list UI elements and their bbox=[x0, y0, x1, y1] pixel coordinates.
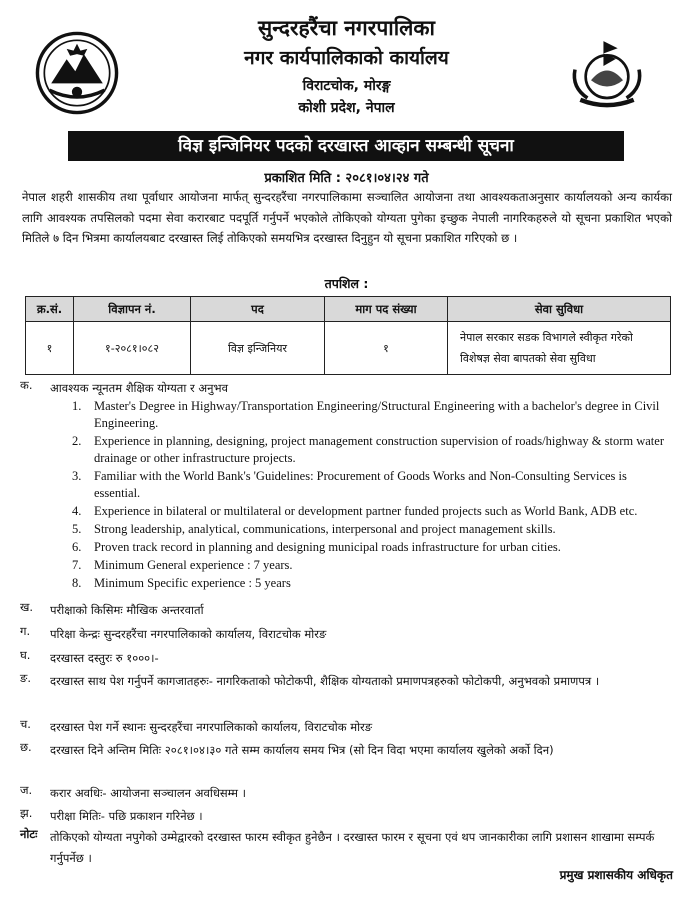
qualification-list bbox=[72, 398, 672, 593]
col-required-count: माग पद संख्या bbox=[325, 297, 448, 322]
table-header-row bbox=[26, 297, 671, 322]
cell-advertisement-no: १-२०८१।०८२ bbox=[74, 322, 191, 375]
item-marker: घ. bbox=[20, 648, 31, 662]
col-facility: सेवा सुविधा bbox=[448, 297, 671, 322]
vacancy-table bbox=[25, 296, 671, 375]
item-text: आवश्यक न्यूनतम शैक्षिक योग्यता र अनुभव bbox=[50, 381, 228, 395]
item-marker: ख. bbox=[20, 600, 34, 614]
item-text: Minimum Specific experience : 5 years bbox=[94, 576, 291, 590]
note-text: तोकिएको योग्यता नपुगेको उम्मेद्वारको दरखास्त फारम स्वीकृत हुनेछैन । दरखास्त फारम र सूचना एवं थप जानकारीका लागि प्रशासन शाखामा सम्पर्क गर्नुपर्नेछ । bbox=[50, 830, 655, 865]
schedule-heading: तपशिल : bbox=[324, 276, 369, 291]
intro-paragraph: नेपाल शहरी शासकीय तथा पूर्वाधार आयोजना मार्फत् सुन्दरहरैंचा नगरपालिकामा सञ्चालित आयोजना तथा आवश्यकताअनुसार कार्यालयको अन्य कार्यका लागि आवश्यक तपसिलको पदमा सेवा करारबाट पदपूर्ति गर्नुपर्ने भएकोले तोकिएको योग्यता पुगेका इच्छुक नेपाली नागरिकहरुले यो सूचना प्रकाशित भएको मितिले ७ दिन भित्रमा कार्यालयबाट दरखास्त लिई तोकिएको समयभित्र दरखास्त दिनुहुन यो सूचना प्रकाशित गरिएको छ । bbox=[22, 190, 672, 245]
item-number: 4. bbox=[72, 504, 82, 518]
list-item bbox=[72, 557, 672, 574]
item-text: Experience in planning, designing, project management construction supervision of roads/highway & storm water drainage or other infrastructure projects. bbox=[94, 434, 664, 465]
office-address: विराटचोक, मोरङ्ग bbox=[302, 78, 391, 94]
item-number: 5. bbox=[72, 522, 82, 536]
list-item bbox=[72, 539, 672, 556]
cell-serial: १ bbox=[26, 322, 74, 375]
item-text: परिक्षा केन्द्रः सुन्दरहरैंचा नगरपालिकाको कार्यालय, विराटचोक मोरङ bbox=[50, 627, 327, 641]
item-number: 2. bbox=[72, 434, 82, 448]
col-post: पद bbox=[191, 297, 325, 322]
col-advertisement-no: विज्ञापन नं. bbox=[74, 297, 191, 322]
item-marker: क. bbox=[20, 378, 33, 392]
item-marker: ज. bbox=[20, 783, 33, 797]
list-item bbox=[72, 468, 672, 502]
item-number: 7. bbox=[72, 558, 82, 572]
table-row bbox=[26, 322, 671, 375]
list-item bbox=[72, 398, 672, 432]
item-text: Strong leadership, analytical, communications, interpersonal and project management skills. bbox=[94, 522, 556, 536]
item-marker: ग. bbox=[20, 624, 31, 638]
municipality-logo-icon bbox=[562, 34, 652, 114]
item-text: Minimum General experience : 7 years. bbox=[94, 558, 293, 572]
col-serial: क्र.सं. bbox=[26, 297, 74, 322]
item-text: दरखास्त दिने अन्तिम मितिः २०८१।०४।३० गते सम्म कार्यालय समय भित्र (सो दिन विदा भएमा कार्यालय खुलेको अर्को दिन) bbox=[50, 743, 554, 757]
item-marker: छ. bbox=[20, 740, 32, 754]
item-number: 6. bbox=[72, 540, 82, 554]
item-text: दरखास्त साथ पेश गर्नुपर्ने कागजातहरुः- नागरिकताको फोटोकपी, शैक्षिक योग्यताको प्रमाणपत्रहरुको फोटोकपी, अनुभवको प्रमाणपत्र । bbox=[50, 674, 600, 688]
published-date: प्रकाशित मिति : २०८१।०४।२४ गते bbox=[264, 171, 429, 186]
signature-title: प्रमुख प्रशासकीय अधिकृत bbox=[559, 868, 673, 882]
province-country: कोशी प्रदेश, नेपाल bbox=[298, 100, 395, 116]
letterhead bbox=[0, 14, 693, 124]
item-text: परीक्षा मितिः- पछि प्रकाशन गरिनेछ । bbox=[50, 809, 203, 823]
notice-title: विज्ञ इन्जिनियर पदको दरखास्त आव्हान सम्बन्धी सूचना bbox=[68, 131, 624, 161]
item-text: करार अवधिः- आयोजना सञ्चालन अवधिसम्म । bbox=[50, 786, 247, 800]
item-text: परीक्षाको किसिमः मौखिक अन्तरवार्ता bbox=[50, 603, 204, 617]
cell-post: विज्ञ इन्जिनियर bbox=[191, 322, 325, 375]
item-text: Master's Degree in Highway/Transportation Engineering/Structural Engineering with a bachelor's degree in Civil Engineering. bbox=[94, 399, 660, 430]
item-number: 1. bbox=[72, 399, 82, 413]
item-text: दरखास्त दस्तुरः रु १०००।- bbox=[50, 651, 159, 665]
note-marker: नोटः bbox=[20, 827, 38, 841]
item-text: दरखास्त पेश गर्ने स्थानः सुन्दरहरैंचा नगरपालिकाको कार्यालय, विराटचोक मोरङ bbox=[50, 720, 373, 734]
list-item bbox=[72, 433, 672, 467]
list-item bbox=[72, 521, 672, 538]
item-text: Familiar with the World Bank's 'Guidelines: Procurement of Goods Works and Non-Consulting Services is essential. bbox=[94, 469, 627, 500]
list-item bbox=[72, 503, 672, 520]
item-number: 8. bbox=[72, 576, 82, 590]
list-item bbox=[72, 575, 672, 592]
item-number: 3. bbox=[72, 469, 82, 483]
cell-required-count: १ bbox=[325, 322, 448, 375]
item-text: Proven track record in planning and designing municipal roads infrastructure for urban cities. bbox=[94, 540, 561, 554]
cell-facility: नेपाल सरकार सडक विभागले स्वीकृत गरेको विशेषज्ञ सेवा बापतको सेवा सुविधा bbox=[448, 322, 671, 375]
item-text: Experience in bilateral or multilateral or development partner funded projects such as World Bank, ADB etc. bbox=[94, 504, 638, 518]
item-marker: ङ. bbox=[20, 671, 31, 685]
item-marker: च. bbox=[20, 717, 31, 731]
municipality-name: सुन्दरहरैंचा नगरपालिका bbox=[258, 16, 435, 40]
item-marker: झ. bbox=[20, 806, 33, 820]
office-name: नगर कार्यपालिकाको कार्यालय bbox=[244, 47, 449, 69]
